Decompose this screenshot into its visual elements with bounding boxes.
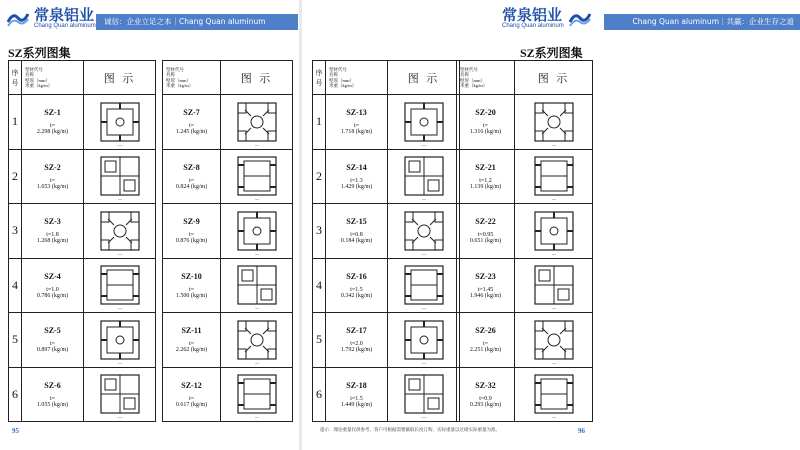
wall-thickness: t=1.2: [479, 177, 492, 184]
wall-thickness: t=: [49, 395, 56, 402]
table-row: [9, 313, 156, 368]
aluminum-profile-icon: [515, 149, 593, 204]
wall-thickness: t=: [49, 177, 56, 184]
header-right: [302, 0, 794, 40]
wall-thickness: t=: [188, 177, 195, 184]
table-row: [9, 204, 156, 259]
logo-english-name: Chang Quan aluminum: [502, 23, 564, 29]
spec-header: 型材代号 名称 壁厚（mm） 米重（kg/m）: [22, 61, 84, 95]
profile-code: SZ-1: [44, 108, 61, 118]
svg-text:—: —: [254, 305, 259, 311]
profile-code: SZ-8: [183, 162, 200, 172]
header-left: [0, 0, 298, 40]
svg-text:—: —: [421, 196, 426, 202]
profile-code: SZ-9: [183, 217, 200, 227]
profile-code: SZ-4: [44, 271, 61, 281]
meter-weight: 2.298 (kg/m): [36, 129, 69, 136]
svg-text:—: —: [551, 196, 556, 202]
slogan-band-left: 诚信：企业立足之本｜Chang Quan aluminum: [96, 14, 298, 30]
profile-spec: [22, 313, 84, 368]
meter-weight: 0.651 (kg/m): [469, 238, 502, 245]
aluminum-profile-icon: [221, 313, 293, 368]
profile-spec: [163, 258, 221, 313]
weight-footnote: 提示：理论重量仅供参考，客户可根据需要截取长度订购，实际重量以过磅实际重量为准。: [320, 428, 500, 433]
aluminum-profile-icon: [84, 367, 156, 422]
aluminum-profile-icon: [84, 313, 156, 368]
aluminum-profile-icon: [388, 313, 460, 368]
table-row: [313, 258, 460, 313]
table-row: [9, 95, 156, 150]
index-header: 序号: [313, 61, 326, 95]
figure-header: 图 示: [221, 61, 293, 95]
svg-text:—: —: [117, 359, 122, 365]
table-row: [313, 95, 460, 150]
table-row: [9, 258, 156, 313]
aluminum-profile-icon: [515, 258, 593, 313]
svg-text:—: —: [117, 196, 122, 202]
meter-weight: 1.055 (kg/m): [36, 401, 69, 408]
wall-thickness: t=: [49, 341, 56, 348]
wall-thickness: t=: [188, 123, 195, 130]
meter-weight: 1.718 (kg/m): [340, 129, 373, 136]
table-row: [163, 258, 293, 313]
page-number-right: 96: [578, 427, 585, 435]
row-index: 2: [9, 149, 22, 204]
row-index: 1: [9, 95, 22, 150]
meter-weight: 0.897 (kg/m): [36, 347, 69, 354]
meter-weight: 0.184 (kg/m): [340, 238, 373, 245]
meter-weight: 1.268 (kg/m): [36, 238, 69, 245]
section-title-left: SZ系列图集: [8, 46, 71, 60]
aluminum-profile-icon: [221, 149, 293, 204]
page-gutter: [299, 0, 302, 450]
svg-text:—: —: [254, 141, 259, 147]
profile-code: SZ-15: [346, 217, 367, 227]
wall-thickness: t=: [49, 123, 56, 130]
profile-spec: [163, 204, 221, 259]
wall-thickness: t=1.45: [477, 286, 494, 293]
svg-text:—: —: [421, 414, 426, 420]
svg-text:—: —: [254, 196, 259, 202]
meter-weight: 0.617 (kg/m): [175, 401, 208, 408]
meter-weight: 0.824 (kg/m): [175, 183, 208, 190]
profile-code: SZ-11: [181, 326, 202, 336]
brand-logo-right: [502, 6, 592, 30]
index-header: 序号: [9, 61, 22, 95]
wall-thickness: t=0.95: [477, 232, 494, 239]
profile-spec: [163, 95, 221, 150]
table-row: [313, 149, 460, 204]
aluminum-profile-icon: [388, 258, 460, 313]
profile-spec: [457, 367, 515, 422]
figure-header: 图 示: [388, 61, 460, 95]
svg-text:—: —: [421, 359, 426, 365]
logo-chinese-name: 常泉铝业: [502, 6, 563, 24]
svg-text:—: —: [551, 414, 556, 420]
aluminum-profile-icon: [221, 95, 293, 150]
wave-logo-icon: [6, 6, 30, 30]
wall-thickness: t=: [188, 232, 195, 239]
meter-weight: 1.139 (kg/m): [469, 183, 502, 190]
table-row: [163, 313, 293, 368]
svg-text:—: —: [254, 414, 259, 420]
wave-logo-icon: [568, 6, 592, 30]
meter-weight: 1.316 (kg/m): [469, 129, 502, 136]
profile-code: SZ-17: [346, 326, 367, 336]
svg-text:—: —: [551, 141, 556, 147]
wall-thickness: t=1.5: [350, 286, 363, 293]
table-row: [313, 367, 460, 422]
meter-weight: 1.500 (kg/m): [175, 292, 208, 299]
profile-code: SZ-26: [475, 326, 496, 336]
meter-weight: 0.786 (kg/m): [36, 292, 69, 299]
meter-weight: 2.251 (kg/m): [469, 347, 502, 354]
svg-text:—: —: [117, 414, 122, 420]
svg-text:—: —: [421, 305, 426, 311]
spec-header: 型材代号 名称 壁厚（mm） 米重（kg/m）: [326, 61, 388, 95]
profile-code: SZ-21: [475, 162, 496, 172]
profile-spec: [326, 204, 388, 259]
row-index: 2: [313, 149, 326, 204]
aluminum-profile-icon: [84, 149, 156, 204]
table-row: [163, 95, 293, 150]
row-index: 3: [9, 204, 22, 259]
svg-text:—: —: [254, 250, 259, 256]
wall-thickness: t=: [482, 123, 489, 130]
aluminum-profile-icon: [515, 313, 593, 368]
aluminum-profile-icon: [221, 367, 293, 422]
profile-spec: [22, 367, 84, 422]
profile-code: SZ-5: [44, 326, 61, 336]
profile-catalog-table: [456, 60, 593, 422]
row-index: 3: [313, 204, 326, 259]
profile-code: SZ-22: [475, 217, 496, 227]
aluminum-profile-icon: [84, 95, 156, 150]
profile-spec: [457, 149, 515, 204]
svg-text:—: —: [421, 250, 426, 256]
meter-weight: 1.792 (kg/m): [340, 347, 373, 354]
wall-thickness: t=: [482, 341, 489, 348]
profile-spec: [22, 258, 84, 313]
table-row: [163, 204, 293, 259]
table-row: [9, 149, 156, 204]
logo-english-name: Chang Quan aluminum: [34, 23, 96, 29]
row-index: 6: [313, 367, 326, 422]
aluminum-profile-icon: [388, 204, 460, 259]
svg-text:—: —: [117, 141, 122, 147]
table-row: [457, 149, 593, 204]
wall-thickness: t=0.8: [350, 232, 363, 239]
aluminum-profile-icon: [221, 204, 293, 259]
aluminum-profile-icon: [84, 204, 156, 259]
aluminum-profile-icon: [221, 258, 293, 313]
aluminum-profile-icon: [515, 367, 593, 422]
svg-text:—: —: [117, 250, 122, 256]
profile-code: SZ-10: [181, 271, 202, 281]
profile-code: SZ-23: [475, 271, 496, 281]
profile-code: SZ-2: [44, 162, 61, 172]
svg-text:—: —: [551, 305, 556, 311]
profile-code: SZ-13: [346, 108, 367, 118]
wall-thickness: t=1.5: [350, 395, 363, 402]
table-row: [313, 313, 460, 368]
meter-weight: 1.449 (kg/m): [340, 401, 373, 408]
profile-spec: [22, 204, 84, 259]
aluminum-profile-icon: [388, 95, 460, 150]
meter-weight: 1.429 (kg/m): [340, 183, 373, 190]
wall-thickness: t=: [188, 395, 195, 402]
profile-code: SZ-32: [475, 380, 496, 390]
svg-text:—: —: [551, 250, 556, 256]
aluminum-profile-icon: [84, 258, 156, 313]
table-row: [457, 367, 593, 422]
wall-thickness: t=: [353, 123, 360, 130]
profile-spec: [457, 204, 515, 259]
wall-thickness: t=0.9: [479, 395, 492, 402]
profile-spec: [163, 149, 221, 204]
meter-weight: 0.876 (kg/m): [175, 238, 208, 245]
aluminum-profile-icon: [515, 204, 593, 259]
meter-weight: 0.293 (kg/m): [469, 401, 502, 408]
wall-thickness: t=1.3: [350, 177, 363, 184]
profile-spec: [326, 149, 388, 204]
meter-weight: 1.653 (kg/m): [36, 183, 69, 190]
section-title-right: SZ系列图集: [520, 46, 583, 60]
table-row: [457, 95, 593, 150]
table-row: [163, 367, 293, 422]
table-row: [313, 204, 460, 259]
spec-header: 型材代号 名称 壁厚（mm） 米重（kg/m）: [163, 61, 221, 95]
wall-thickness: t=: [188, 286, 195, 293]
profile-spec: [22, 95, 84, 150]
profile-spec: [326, 95, 388, 150]
brand-logo: [6, 6, 96, 30]
svg-text:—: —: [421, 141, 426, 147]
svg-text:—: —: [117, 305, 122, 311]
table-row: [457, 313, 593, 368]
profile-code: SZ-18: [346, 380, 367, 390]
table-row: [457, 258, 593, 313]
wall-thickness: t=1.8: [46, 232, 59, 239]
profile-code: SZ-14: [346, 162, 367, 172]
profile-spec: [163, 367, 221, 422]
row-index: 5: [9, 313, 22, 368]
aluminum-profile-icon: [388, 367, 460, 422]
row-index: 5: [313, 313, 326, 368]
profile-spec: [457, 258, 515, 313]
spec-header: 型材代号 名称 壁厚（mm） 米重（kg/m）: [457, 61, 515, 95]
aluminum-profile-icon: [388, 149, 460, 204]
meter-weight: 1.245 (kg/m): [175, 129, 208, 136]
table-row: [9, 367, 156, 422]
wall-thickness: t=1.0: [46, 286, 59, 293]
meter-weight: 2.262 (kg/m): [175, 347, 208, 354]
page-number-left: 95: [12, 427, 19, 435]
meter-weight: 1.946 (kg/m): [469, 292, 502, 299]
profile-catalog-table: [8, 60, 156, 422]
wall-thickness: t=2.0: [350, 341, 363, 348]
profile-spec: [326, 313, 388, 368]
profile-code: SZ-7: [183, 108, 200, 118]
figure-header: 图 示: [84, 61, 156, 95]
profile-spec: [326, 367, 388, 422]
profile-code: SZ-3: [44, 217, 61, 227]
table-row: [457, 204, 593, 259]
profile-spec: [457, 313, 515, 368]
row-index: 6: [9, 367, 22, 422]
profile-code: SZ-20: [475, 108, 496, 118]
profile-spec: [457, 95, 515, 150]
aluminum-profile-icon: [515, 95, 593, 150]
row-index: 1: [313, 95, 326, 150]
profile-code: SZ-12: [181, 380, 202, 390]
figure-header: 图 示: [515, 61, 593, 95]
table-row: [163, 149, 293, 204]
profile-spec: [22, 149, 84, 204]
profile-spec: [163, 313, 221, 368]
profile-catalog-table: [312, 60, 460, 422]
profile-spec: [326, 258, 388, 313]
slogan-band-right: Chang Quan aluminum｜共赢：企业生存之道: [604, 14, 800, 30]
logo-chinese-name: 常泉铝业: [34, 6, 95, 24]
meter-weight: 0.342 (kg/m): [340, 292, 373, 299]
wall-thickness: t=: [188, 341, 195, 348]
row-index: 4: [313, 258, 326, 313]
svg-text:—: —: [551, 359, 556, 365]
row-index: 4: [9, 258, 22, 313]
profile-catalog-table: [162, 60, 293, 422]
profile-code: SZ-6: [44, 380, 61, 390]
profile-code: SZ-16: [346, 271, 367, 281]
svg-text:—: —: [254, 359, 259, 365]
